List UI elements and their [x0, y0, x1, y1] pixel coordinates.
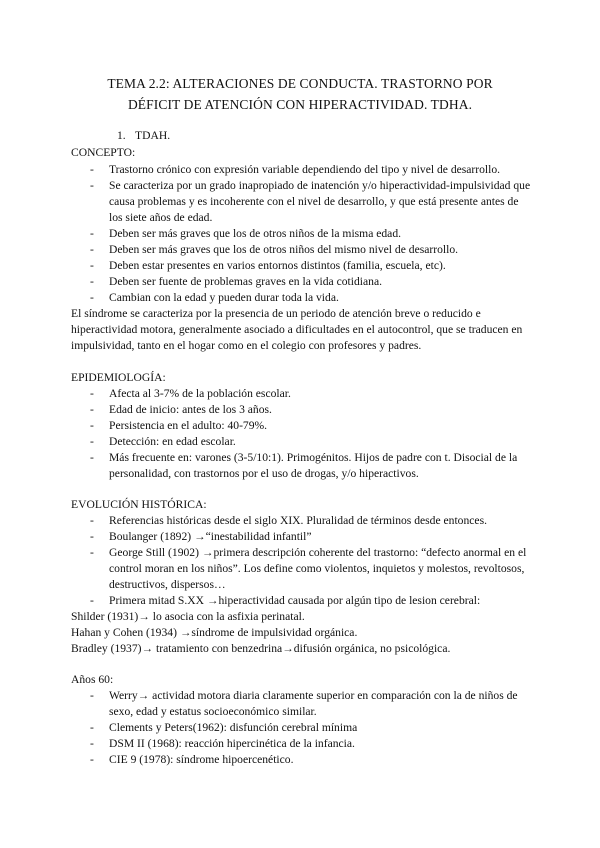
list-item: - Detección: en edad escolar.	[90, 435, 236, 448]
list-item: - Deben ser más graves que los de otros niños del mismo nivel de desarrollo.	[90, 243, 459, 256]
concepto-heading: CONCEPTO:	[71, 146, 136, 159]
anos60-heading: Años 60:	[71, 673, 114, 686]
evolucion-line: Shilder (1931)→ lo asocia con la asfixia perinatal.	[71, 610, 305, 623]
list-item: - Werry→ actividad motora diaria claramente superior en comparación con la de niños de sexo, edad y estatus socioeconómico similar.	[90, 689, 518, 718]
heading-number: 1.	[117, 129, 126, 142]
list-item: - DSM II (1968): reacción hipercinética de la infancia.	[90, 737, 355, 750]
epidemiologia-list	[71, 386, 531, 482]
list-item: - Trastorno crónico con expresión variable dependiendo del tipo y nivel de desarrollo.	[90, 163, 501, 176]
list-item: - Deben ser más graves que los de otros niños de la misma edad.	[90, 227, 402, 240]
evolucion-list	[71, 513, 531, 609]
list-item: - Clements y Peters(1962): disfunción cerebral mínima	[90, 721, 358, 734]
heading-label: TDAH.	[135, 129, 171, 142]
list-item: - Afecta al 3-7% de la población escolar.	[90, 387, 291, 400]
evolucion-line: Hahan y Cohen (1934) →síndrome de impulsividad orgánica.	[71, 626, 358, 639]
list-item: - Deben ser fuente de problemas graves en la vida cotidiana.	[90, 275, 382, 288]
numbered-heading	[117, 128, 170, 144]
document-title	[60, 73, 540, 115]
list-item: - Más frecuente en: varones (3-5/10:1). Primogénitos. Hijos de padre con t. Disocial de la personalidad, con trastornos por el uso de drogas, y/o hiperactivos.	[90, 451, 518, 480]
list-item: - Cambian con la edad y pueden durar toda la vida.	[90, 291, 339, 304]
epidemiologia-heading: EPIDEMIOLOGÍA:	[71, 371, 166, 384]
list-item: - Persistencia en el adulto: 40-79%.	[90, 419, 268, 432]
list-item: - George Still (1902) →primera descripción coherente del trastorno: “defecto anormal en el control moran en los niños”. Los define como violentos, inquietos y molestos, revoltosos, destructivos, dispersos…	[90, 546, 527, 591]
evolucion-heading: EVOLUCIÓN HISTÓRICA:	[71, 498, 207, 511]
evolucion-line: Bradley (1937)→ tratamiento con benzedrina→difusión orgánica, no psicológica.	[71, 642, 451, 655]
list-item: - CIE 9 (1978): síndrome hipoercenético.	[90, 753, 294, 766]
list-item: - Primera mitad S.XX →hiperactividad causada por algún tipo de lesion cerebral:	[90, 594, 481, 607]
list-item: - Se caracteriza por un grado inapropiado de inatención y/o hiperactividad-impulsividad que causa problemas y es incoherente con el nivel de desarrollo, y que está presente antes de los siete años de edad.	[90, 179, 531, 224]
anos60-list	[71, 688, 531, 768]
title-line-1: TEMA 2.2: ALTERACIONES DE CONDUCTA. TRASTORNO POR	[107, 76, 493, 91]
list-item: - Boulanger (1892) →“inestabilidad infantil”	[90, 530, 312, 543]
list-item: - Edad de inicio: antes de los 3 años.	[90, 403, 272, 416]
concepto-list	[71, 162, 531, 306]
list-item: - Referencias históricas desde el siglo XIX. Pluralidad de términos desde entonces.	[90, 514, 487, 527]
concepto-paragraph: El síndrome se caracteriza por la presencia de un periodo de atención breve o reducido e hiperactividad motora, generalmente asociado a dificultades en el autocontrol, que se traducen en impulsividad, tanto en el hogar como en el colegio con profesores y padres.	[71, 307, 523, 352]
title-line-2: DÉFICIT DE ATENCIÓN CON HIPERACTIVIDAD. TDHA.	[127, 97, 473, 112]
list-item: - Deben estar presentes en varios entornos distintos (familia, escuela, etc).	[90, 259, 446, 272]
